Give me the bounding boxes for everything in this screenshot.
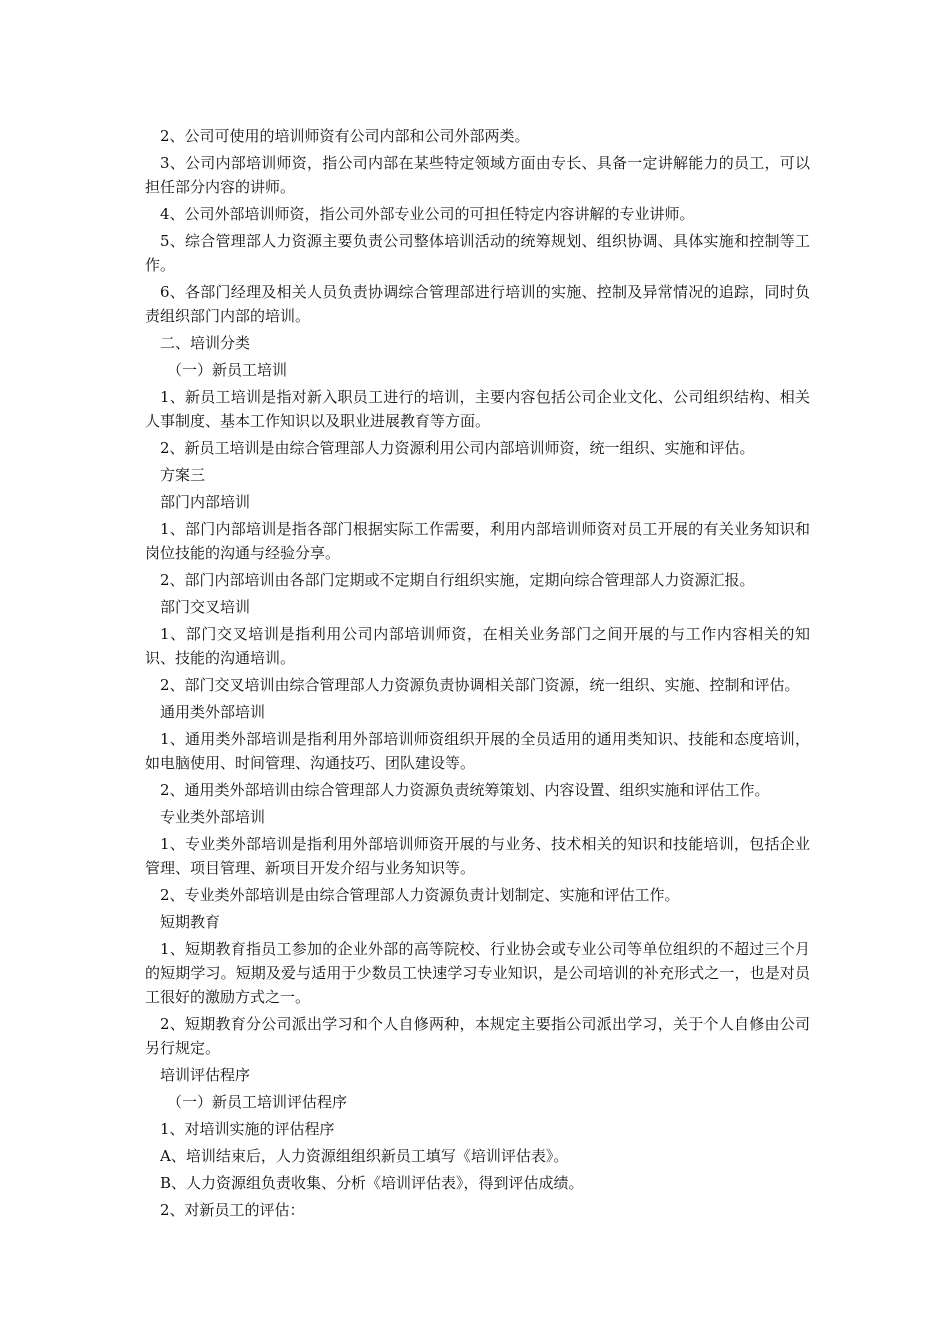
paragraph: 1、专业类外部培训是指利用外部培训师资开展的与业务、技术相关的知识和技能培训，包括企业管理、项目管理、新项目开发介绍与业务知识等。 xyxy=(145,835,810,877)
paragraph: 2、公司可使用的培训师资有公司内部和公司外部两类。 xyxy=(160,127,530,145)
paragraph: 6、各部门经理及相关人员负责协调综合管理部进行培训的实施、控制及异常情况的追踪，同时负责组织部门内部的培训。 xyxy=(145,283,810,325)
paragraph: 3、公司内部培训师资，指公司内部在某些特定领域方面由专长、具备一定讲解能力的员工，可以担任部分内容的讲师。 xyxy=(145,154,810,196)
paragraph: 通用类外部培训 xyxy=(160,703,266,721)
paragraph: 2、新员工培训是由综合管理部人力资源利用公司内部培训师资，统一组织、实施和评估。 xyxy=(160,439,755,457)
paragraph: 短期教育 xyxy=(160,913,221,931)
paragraph: 专业类外部培训 xyxy=(160,808,266,826)
paragraph: 1、部门内部培训是指各部门根据实际工作需要，利用内部培训师资对员工开展的有关业务知识和岗位技能的沟通与经验分享。 xyxy=(145,520,810,562)
paragraph: 培训评估程序 xyxy=(160,1066,251,1084)
paragraph: 1、部门交叉培训是指利用公司内部培训师资，在相关业务部门之间开展的与工作内容相关的知识、技能的沟通培训。 xyxy=(145,625,810,667)
paragraph: 2、部门交叉培训由综合管理部人力资源负责协调相关部门资源，统一组织、实施、控制和评估。 xyxy=(160,676,800,694)
paragraph: 部门交叉培训 xyxy=(160,598,251,616)
paragraph: （一）新员工培训 xyxy=(167,361,288,379)
paragraph: 方案三 xyxy=(160,466,206,484)
paragraph: 5、综合管理部人力资源主要负责公司整体培训活动的统筹规划、组织协调、具体实施和控制等工作。 xyxy=(145,232,810,274)
paragraph: B、人力资源组负责收集、分析《培训评估表》，得到评估成绩。 xyxy=(160,1174,584,1192)
paragraph: 1、新员工培训是指对新入职员工进行的培训，主要内容包括公司企业文化、公司组织结构、相关人事制度、基本工作知识以及职业进展教育等方面。 xyxy=(145,388,810,430)
paragraph: （一）新员工培训评估程序 xyxy=(167,1093,348,1111)
paragraph: 2、专业类外部培训是由综合管理部人力资源负责计划制定、实施和评估工作。 xyxy=(160,886,680,904)
paragraph: 1、对培训实施的评估程序 xyxy=(160,1120,335,1138)
paragraph: 部门内部培训 xyxy=(160,493,251,511)
paragraph: 二、培训分类 xyxy=(160,334,251,352)
paragraph: A、培训结束后，人力资源组组织新员工填写《培训评估表》。 xyxy=(160,1147,569,1165)
paragraph: 1、通用类外部培训是指利用外部培训师资组织开展的全员适用的通用类知识、技能和态度培训，如电脑使用、时间管理、沟通技巧、团队建设等。 xyxy=(145,730,810,772)
paragraph: 2、对新员工的评估： xyxy=(160,1201,305,1219)
paragraph: 4、公司外部培训师资，指公司外部专业公司的可担任特定内容讲解的专业讲师。 xyxy=(160,205,695,223)
paragraph: 1、短期教育指员工参加的企业外部的高等院校、行业协会或专业公司等单位组织的不超过三个月的短期学习。短期及爱与适用于少数员工快速学习专业知识，是公司培训的补充形式之一，也是对员工很好的激励方式之一。 xyxy=(145,940,810,1006)
paragraph: 2、部门内部培训由各部门定期或不定期自行组织实施，定期向综合管理部人力资源汇报。 xyxy=(160,571,755,589)
paragraph: 2、短期教育分公司派出学习和个人自修两种，本规定主要指公司派出学习，关于个人自修由公司另行规定。 xyxy=(145,1015,810,1057)
paragraph: 2、通用类外部培训由综合管理部人力资源负责统筹策划、内容设置、组织实施和评估工作。 xyxy=(160,781,770,799)
document-page xyxy=(145,124,810,1225)
